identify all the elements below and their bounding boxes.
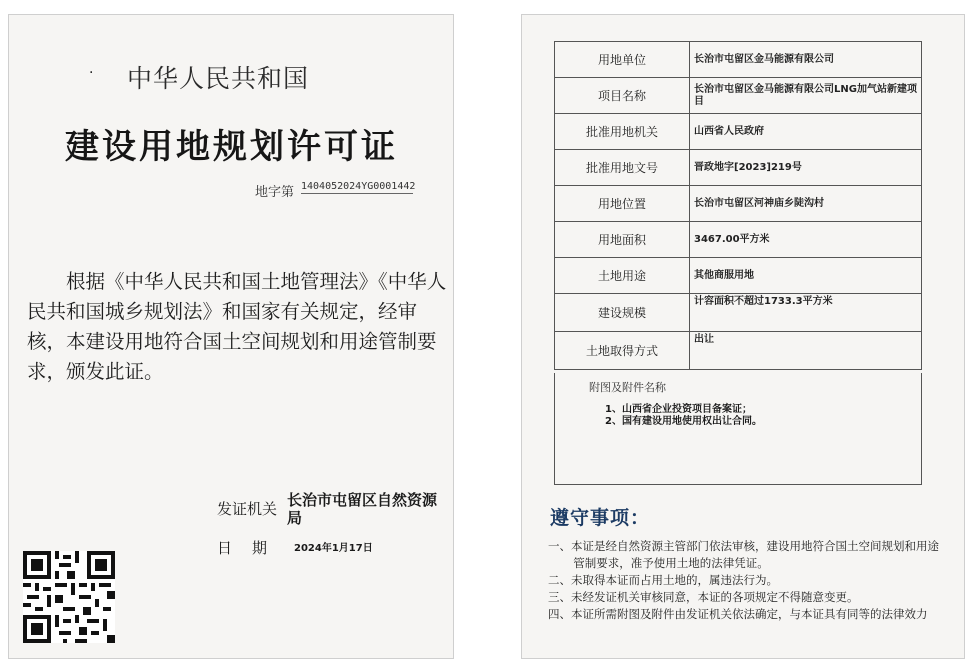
country-name: 中华人民共和国 xyxy=(127,64,310,93)
attachments-title: 附图及附件名称 xyxy=(589,381,666,394)
row-label: 批准用地机关 xyxy=(555,114,690,150)
row-value: 出让 xyxy=(690,332,922,370)
row-label: 用地单位 xyxy=(555,42,690,78)
row-label: 项目名称 xyxy=(555,78,690,114)
attachments-box xyxy=(554,373,922,485)
row-label: 土地取得方式 xyxy=(555,332,690,370)
table-row xyxy=(555,222,922,258)
row-label: 用地位置 xyxy=(555,186,690,222)
table-row xyxy=(555,332,922,370)
table-row xyxy=(555,114,922,150)
table-row xyxy=(555,294,922,332)
certificate-number: 140405202​4YG0001442 xyxy=(301,181,416,192)
row-label: 用地面积 xyxy=(555,222,690,258)
row-label: 土地用途 xyxy=(555,258,690,294)
row-label: 批准用地文号 xyxy=(555,150,690,186)
table-row xyxy=(555,186,922,222)
land-info-table xyxy=(554,41,922,370)
table-row xyxy=(555,42,922,78)
issuer-name: 长治市屯留区自然资源局 xyxy=(287,491,438,527)
row-value: 山西省人民政府 xyxy=(690,114,922,150)
notice-item: 三、未经发证机关审核同意，本证的各项规定不得随意变更。 xyxy=(548,590,859,604)
row-value: 长治市屯留区河神庙乡陡沟村 xyxy=(690,186,922,222)
table-row xyxy=(555,78,922,114)
row-label: 建设规模 xyxy=(555,294,690,332)
issuer-label: 发证机关 xyxy=(217,500,278,518)
certificate-number-label: 地字第 xyxy=(255,185,295,200)
notice-item: 二、未取得本证而占用土地的，属违法行为。 xyxy=(548,573,778,587)
attachment-item: 1、山西省企业投资项目备案证； xyxy=(605,404,752,415)
certificate-body xyxy=(27,267,447,387)
row-value: 其他商服用地 xyxy=(690,258,922,294)
certificate-body-text: 根据《中华人民共和国土地管理法》《中华人民共和国城乡规划法》和国家有关规定，经审核，本建设用地符合国土空间规划和用途管制要求，颁发此证。 xyxy=(27,270,447,383)
notice-title: 遵守事项： xyxy=(550,507,651,529)
table-row xyxy=(555,150,922,186)
row-value: 长治市屯留区金马能源有限公司LNG加气站新建项目 xyxy=(690,78,922,114)
certificate-front-page xyxy=(8,14,454,659)
decorative-dot: · xyxy=(89,65,94,81)
attachment-item: 2、国有建设用地使用权出让合同。 xyxy=(605,416,762,427)
certificate-back-page xyxy=(521,14,965,659)
certificate-title: 建设用地规划许可证 xyxy=(65,127,398,167)
notice-item: 四、本证所需附图及附件由发证机关依法确定，与本证具有同等的法律效力 xyxy=(548,607,928,621)
issue-date: 2024年1月17日 xyxy=(294,543,373,554)
row-value: 计容面积不超过1733.3平方米 xyxy=(690,294,922,332)
notice-list xyxy=(548,538,944,623)
row-value: 长治市屯留区金马能源有限公司 xyxy=(690,42,922,78)
row-value: 晋政地字[2023]219号 xyxy=(690,150,922,186)
table-row xyxy=(555,258,922,294)
qr-code-icon xyxy=(23,551,115,643)
date-label: 日期 xyxy=(217,539,288,557)
row-value: 3467.00平方米 xyxy=(690,222,922,258)
notice-item: 一、本证是经自然资源主管部门依法审核，建设用地符合国土空间规划和用途管制要求，准予使用土地的法律凭证。 xyxy=(548,539,939,570)
